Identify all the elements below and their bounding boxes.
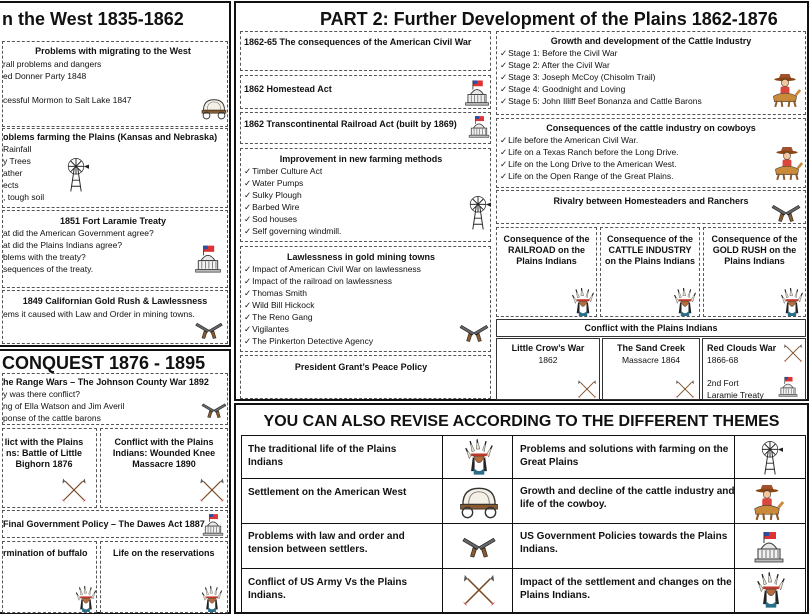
chief-icon: [464, 439, 494, 475]
farming-method-item: ✓ Barbed Wire: [244, 202, 299, 214]
capitol-icon: [777, 375, 799, 397]
wagon-icon: [199, 96, 229, 120]
farming-problem-line: ects: [3, 180, 19, 190]
chief-icon: [756, 572, 786, 608]
range-wars-line: ng of Ella Watson and Jim Averil: [3, 401, 125, 411]
cowboys-item: ✓ Life on a Texas Ranch before the Long Drive.: [500, 147, 679, 159]
cattle-industry-title: Growth and development of the Cattle Industry: [550, 36, 752, 46]
grant-policy-box: [240, 355, 491, 399]
buffalo-box: [2, 541, 97, 613]
cowboy-icon: [771, 145, 803, 181]
laramie-line: at did the American Government agree?: [3, 228, 154, 238]
cattle-industry-box: [496, 31, 806, 115]
little-bighorn-title: lict with the Plains ns: Battle of Little Bighorn 1876: [4, 437, 84, 469]
range-wars-box: [2, 373, 228, 425]
lawlessness-title: Lawlessness in gold mining towns: [286, 252, 436, 262]
arrows-icon: [783, 343, 803, 363]
laramie-line: blems with the treaty?: [3, 252, 86, 262]
consequence-cattle-title: Consequence of the CATTLE INDUSTRY on the Plains Indians: [604, 234, 695, 266]
chief-icon: [75, 586, 97, 612]
capitol-icon: [201, 512, 225, 536]
theme-left: The traditional life of the Plains Indians: [248, 444, 397, 468]
theme-row: [242, 479, 805, 524]
range-wars-line: ponse of the cattle barons: [3, 413, 101, 423]
conflict-plains-title: Conflict with the Plains Indians: [584, 323, 718, 333]
windmill-icon: [63, 157, 89, 193]
cattle-stage-item: ✓ Stage 1: Before the Civil War: [500, 48, 617, 60]
migration-line: ed Donner Party 1848: [3, 71, 87, 81]
pistols-icon: [459, 321, 489, 343]
theme-left: Settlement on the American West: [248, 487, 407, 498]
cattle-stage-item: ✓ Stage 4: Goodnight and Loving: [500, 84, 625, 96]
red-cloud-date: 1866-68: [707, 355, 739, 365]
theme-row: [242, 569, 805, 612]
goldrush-box: [2, 290, 228, 344]
laramie-line: sequences of the treaty.: [3, 264, 94, 274]
cowboys-title: Consequences of the cattle industry on cowboys: [546, 123, 756, 133]
sand-creek-date: Massacre 1864: [621, 355, 681, 365]
lawlessness-item: ✓ Wild Bill Hickock: [244, 300, 314, 312]
civil-war-box: [240, 31, 491, 71]
arrows-icon: [577, 379, 597, 399]
lawlessness-item: ✓ The Reno Gang: [244, 312, 313, 324]
cattle-stage-item: ✓ Stage 5: John Illiff Beef Bonanza and Cattle Barons: [500, 96, 702, 108]
reservations-title: Life on the reservations: [113, 548, 215, 558]
civil-war-title: 1862-65 The consequences of the American Civil War: [244, 37, 472, 47]
part1-title: n the West 1835-1862: [2, 9, 184, 29]
capitol-icon: [463, 78, 491, 106]
cattle-stage-item: ✓ Stage 3: Joseph McCoy (Chisolm Trail): [500, 72, 656, 84]
rivalry-title: Rivalry between Homesteaders and Ranchers: [553, 196, 749, 206]
theme-right: Growth and decline of the cattle industry and life of the cowboy.: [520, 486, 735, 510]
farming-problems-box: [2, 128, 228, 208]
lawlessness-box: [240, 246, 491, 352]
dawes-act-box: [2, 510, 228, 538]
red-cloud-title: Red Clouds War: [707, 343, 777, 353]
pistols-icon: [201, 400, 227, 419]
farming-problem-line: , tough soil: [3, 192, 45, 202]
lawlessness-item: ✓ Vigilantes: [244, 324, 289, 336]
farming-problem-line: y Trees: [3, 156, 31, 166]
railroad-act-box: [240, 112, 491, 144]
lawlessness-item: ✓ The Pinkerton Detective Agency: [244, 336, 373, 348]
dawes-act-title: Final Government Policy – The Dawes Act 1887: [3, 519, 205, 529]
pistols-icon: [195, 319, 223, 340]
reservations-box: [100, 541, 228, 613]
arrows-icon: [61, 477, 87, 503]
red-cloud-treaty: 2nd Fort Laramie Treaty: [707, 378, 764, 400]
range-wars-line: y was there conflict?: [3, 389, 81, 399]
pistols-icon: [771, 201, 801, 223]
themes-panel: [234, 403, 809, 614]
farming-method-item: ✓ Water Pumps: [244, 178, 303, 190]
farming-problem-line: Rainfall: [3, 144, 32, 154]
farming-problem-line: ather: [3, 168, 23, 178]
goldrush-title: 1849 Californian Gold Rush & Lawlessness: [22, 296, 208, 306]
part2-title: PART 2: Further Development of the Plains 1862-1876: [320, 9, 778, 29]
capitol-icon: [752, 528, 786, 564]
consequence-railroad-box: [496, 227, 597, 317]
theme-right: Impact of the settlement and changes on the Plains Indians.: [520, 577, 732, 601]
chief-icon: [571, 288, 595, 316]
range-wars-title: he Range Wars – The Johnson County War 1892: [3, 377, 209, 387]
lawlessness-item: ✓ Impact of American Civil War on lawlessness: [244, 264, 421, 276]
theme-grid: [241, 435, 806, 613]
little-crow-box: [496, 338, 600, 400]
theme-right: US Government Policies towards the Plains Indians.: [520, 531, 728, 555]
cowboys-box: [496, 118, 806, 188]
farming-method-item: ✓ Sulky Plough: [244, 190, 302, 202]
little-bighorn-box: [2, 428, 97, 508]
cowboys-item: ✓ Life on the Open Range of the Great Plains.: [500, 171, 674, 183]
theme-row: [242, 524, 805, 569]
homestead-title: 1862 Homestead Act: [244, 84, 332, 94]
farming-methods-box: [240, 148, 491, 242]
consequence-gold-title: Consequence of the GOLD RUSH on the Plains Indians: [711, 234, 798, 266]
railroad-act-title: 1862 Transcontinental Railroad Act (built by 1869): [244, 119, 457, 129]
themes-title: YOU CAN ALSO REVISE ACCORDING TO THE DIFFERENT THEMES: [263, 413, 780, 430]
chief-icon: [201, 586, 223, 612]
sand-creek-box: [602, 338, 700, 400]
chief-icon: [780, 288, 804, 316]
chief-icon: [673, 288, 697, 316]
lawlessness-item: ✓ Impact of the railroad on lawlessness: [244, 276, 392, 288]
cowboy-icon: [750, 483, 784, 521]
arrows-icon: [675, 379, 695, 399]
little-crow-title: Little Crow’s War: [511, 343, 585, 353]
arrows-icon: [199, 477, 225, 503]
farming-problems-title: oblems farming the Plains (Kansas and Nebraska): [3, 132, 218, 142]
buffalo-title: rmination of buffalo: [3, 548, 88, 558]
conflict-plains-header: [496, 319, 806, 337]
arrows-icon: [462, 573, 496, 607]
farming-method-item: ✓ Sod houses: [244, 214, 297, 226]
migration-line: rall problems and dangers: [3, 59, 102, 69]
wagon-icon: [456, 483, 502, 519]
part3-title: CONQUEST 1876 - 1895: [2, 353, 206, 373]
laramie-line: at did the Plains Indians agree?: [3, 240, 123, 250]
migration-line: cessful Mormon to Salt Lake 1847: [3, 95, 132, 105]
laramie-treaty-box: [2, 210, 228, 288]
capitol-icon: [467, 114, 491, 138]
rivalry-box: [496, 190, 806, 224]
consequence-railroad-title: Consequence of the RAILROAD on the Plains Indians: [503, 234, 590, 266]
migration-box: [2, 41, 228, 127]
windmill-icon: [757, 440, 783, 476]
cowboys-item: ✓ Life on the Long Drive to the American West.: [500, 159, 677, 171]
red-cloud-box: [702, 338, 806, 400]
sand-creek-title: The Sand Creek: [616, 343, 686, 353]
cattle-stage-item: ✓ Stage 2: After the Civil War: [500, 60, 610, 72]
cowboys-item: ✓ Life before the American Civil War.: [500, 135, 638, 147]
cowboy-icon: [769, 72, 801, 108]
windmill-icon: [465, 195, 491, 231]
theme-row: [242, 436, 805, 479]
little-crow-date: 1862: [538, 355, 558, 365]
wounded-knee-title: Conflict with the Plains Indians: Wounded Knee Massacre 1890: [112, 437, 216, 469]
part3-panel: [0, 349, 231, 614]
migration-title: Problems with migrating to the West: [35, 46, 191, 56]
theme-left: Problems with law and order and tension between settlers.: [248, 531, 405, 555]
farming-method-item: ✓ Timber Culture Act: [244, 166, 322, 178]
consequence-cattle-box: [600, 227, 700, 317]
grant-policy-title: President Grant’s Peace Policy: [294, 362, 428, 372]
wounded-knee-box: [100, 428, 228, 508]
part2-panel: [234, 1, 809, 401]
farming-methods-title: Improvement in new farming methods: [279, 154, 443, 164]
theme-left: Conflict of US Army Vs the Plains Indians.: [248, 577, 408, 601]
lawlessness-item: ✓ Thomas Smith: [244, 288, 307, 300]
consequence-gold-box: [703, 227, 806, 317]
theme-right: Problems and solutions with farming on the Great Plains: [520, 444, 729, 468]
part1-panel: [0, 1, 231, 347]
homestead-box: [240, 75, 491, 109]
laramie-treaty-title: 1851 Fort Laramie Treaty: [59, 216, 167, 226]
goldrush-line: ems it caused with Law and Order in mining towns.: [3, 309, 195, 319]
farming-method-item: ✓ Self governing windmill.: [244, 226, 341, 238]
pistols-icon: [462, 532, 496, 560]
capitol-icon: [193, 243, 223, 273]
